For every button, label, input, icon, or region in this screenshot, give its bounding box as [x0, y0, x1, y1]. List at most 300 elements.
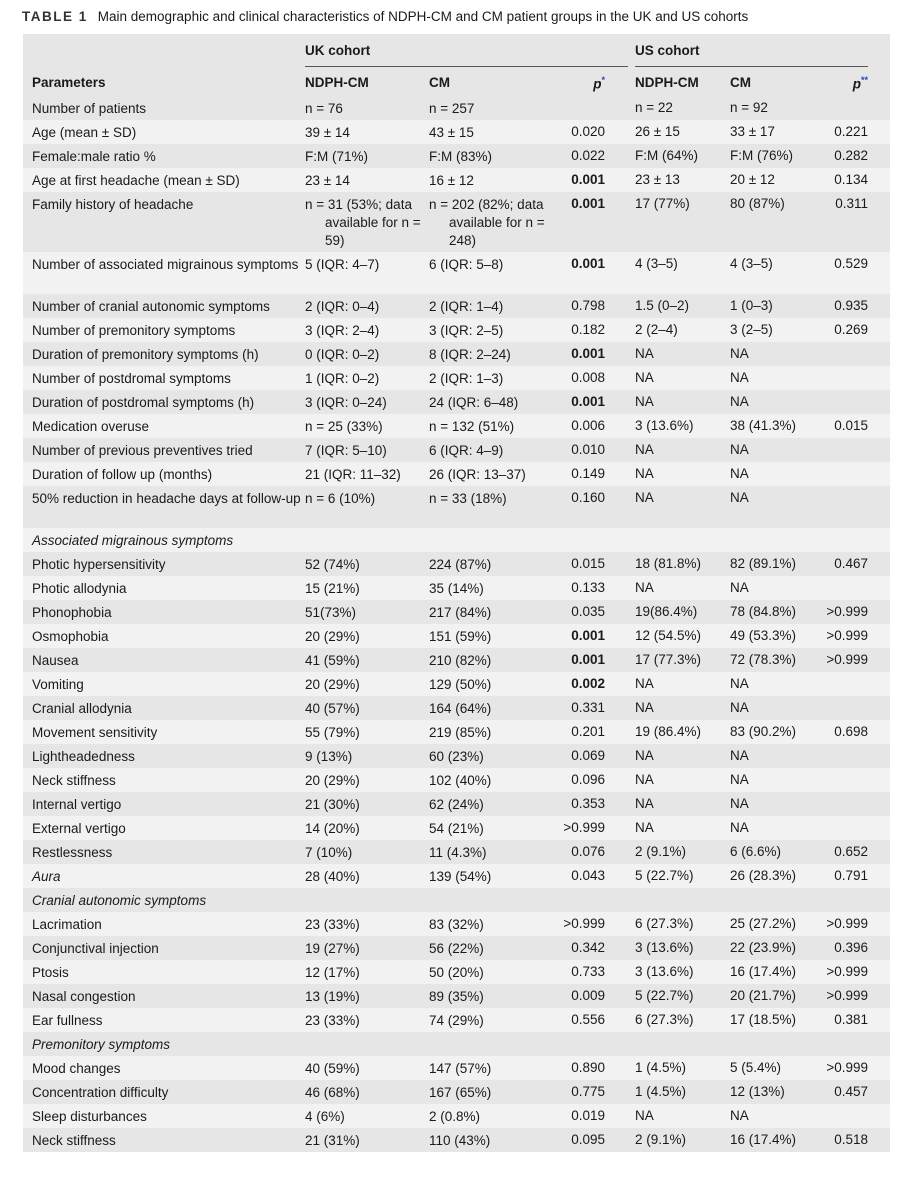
- uk-ndph-cell: 19 (27%): [305, 941, 360, 956]
- uk-p-value-cell: 0.001: [571, 172, 605, 187]
- uk-cm-cell: 217 (84%): [429, 605, 492, 620]
- us-p-value-cell: 0.467: [834, 556, 868, 571]
- us-ndph-cell: 19 (86.4%): [635, 724, 702, 739]
- uk-cm-header: CM: [429, 75, 450, 90]
- parameter-cell: Number of patients: [32, 101, 147, 116]
- uk-cm-cell: 89 (35%): [429, 989, 484, 1004]
- uk-cm-cell: n = 132 (51%): [429, 419, 515, 434]
- us-cm-cell: 1 (0–3): [730, 298, 773, 313]
- uk-p-value-cell: 0.008: [571, 370, 605, 385]
- parameter-cell: Age at first headache (mean ± SD): [32, 173, 240, 188]
- uk-p-value-cell: 0.201: [571, 724, 605, 739]
- us-cm-cell: 20 ± 12: [730, 172, 775, 187]
- uk-ndph-cell: 20 (29%): [305, 629, 360, 644]
- us-cm-header: CM: [730, 75, 751, 90]
- table-row: [23, 864, 890, 888]
- parameter-cell: Number of previous preventives tried: [32, 443, 253, 458]
- us-ndph-cell: NA: [635, 580, 654, 595]
- uk-ndph-cell: 28 (40%): [305, 869, 360, 884]
- uk-cm-cell: 35 (14%): [429, 581, 484, 596]
- us-cm-cell: NA: [730, 820, 749, 835]
- uk-p-mark: *: [601, 75, 605, 85]
- uk-cm-cell: 50 (20%): [429, 965, 484, 980]
- parameter-cell: Duration of follow up (months): [32, 467, 213, 482]
- section-label: Cranial autonomic symptoms: [32, 893, 207, 908]
- uk-cm-cell: 164 (64%): [429, 701, 492, 716]
- parameter-cell: 50% reduction in headache days at follow-up: [32, 491, 301, 506]
- uk-ndph-cell: 3 (IQR: 2–4): [305, 323, 380, 338]
- parameter-cell: Nasal congestion: [32, 989, 136, 1004]
- parameter-cell: Neck stiffness: [32, 1133, 116, 1148]
- us-ndph-cell: 3 (13.6%): [635, 940, 694, 955]
- table-row: [23, 462, 890, 486]
- us-ndph-cell: NA: [635, 346, 654, 361]
- us-p-value-cell: 0.134: [834, 172, 868, 187]
- table-caption: [22, 9, 748, 24]
- us-ndph-cell: 5 (22.7%): [635, 988, 694, 1003]
- parameter-cell: Mood changes: [32, 1061, 121, 1076]
- table-row: [23, 744, 890, 768]
- uk-p-value-cell: 0.133: [571, 580, 605, 595]
- uk-cm-cell: F:M (83%): [429, 149, 493, 164]
- uk-p-value-cell: 0.001: [571, 652, 605, 667]
- uk-p-symbol: p: [593, 76, 602, 92]
- uk-cm-cell: 24 (IQR: 6–48): [429, 395, 519, 410]
- uk-p-value-cell: 0.096: [571, 772, 605, 787]
- uk-p-value-cell: 0.342: [571, 940, 605, 955]
- table-row: [23, 120, 890, 144]
- table-body: [23, 96, 890, 1152]
- us-ndph-cell: 19(86.4%): [635, 604, 698, 619]
- uk-ndph-cell: 3 (IQR: 0–24): [305, 395, 387, 410]
- parameter-cell: Photic hypersensitivity: [32, 557, 166, 572]
- uk-p-value-cell: 0.149: [571, 466, 605, 481]
- us-p-value-cell: 0.015: [834, 418, 868, 433]
- parameter-cell: Nausea: [32, 653, 79, 668]
- parameter-cell: Number of postdromal symptoms: [32, 371, 231, 386]
- uk-ndph-cell: 1 (IQR: 0–2): [305, 371, 380, 386]
- table-row: [23, 144, 890, 168]
- us-cm-cell: 4 (3–5): [730, 256, 773, 271]
- us-p-value-cell: 0.221: [834, 124, 868, 139]
- table-row: [23, 600, 890, 624]
- uk-p-value-cell: 0.009: [571, 988, 605, 1003]
- us-cm-cell: NA: [730, 580, 749, 595]
- parameter-cell: Restlessness: [32, 845, 113, 860]
- parameter-cell: Photic allodynia: [32, 581, 127, 596]
- uk-cm-cell: 2 (IQR: 1–3): [429, 371, 504, 386]
- uk-p-value-cell: 0.001: [571, 628, 605, 643]
- parameter-cell: Cranial allodynia: [32, 701, 132, 716]
- uk-ndph-cell: 39 ± 14: [305, 125, 350, 140]
- parameter-cell: Family history of headache: [32, 197, 194, 212]
- us-ndph-cell: 1 (4.5%): [635, 1084, 687, 1099]
- us-cohort-rule: [635, 66, 868, 67]
- us-cm-cell: 72 (78.3%): [730, 652, 797, 667]
- parameter-cell: Osmophobia: [32, 629, 109, 644]
- table-row: [23, 720, 890, 744]
- uk-cohort-rule: [305, 66, 628, 67]
- us-p-value-cell: >0.999: [826, 604, 868, 619]
- uk-p-value-cell: 0.043: [571, 868, 605, 883]
- us-p-value-cell: 0.396: [834, 940, 868, 955]
- uk-ndph-cell: 23 (33%): [305, 1013, 360, 1028]
- parameter-cell: Phonophobia: [32, 605, 112, 620]
- table-row: [23, 438, 890, 462]
- table-row: [23, 792, 890, 816]
- us-cm-cell: NA: [730, 442, 749, 457]
- uk-p-value-cell: >0.999: [563, 916, 605, 931]
- table-row: [23, 1128, 890, 1152]
- uk-cm-cell: 167 (65%): [429, 1085, 492, 1100]
- us-cm-cell: F:M (76%): [730, 148, 794, 163]
- uk-cm-cell: 219 (85%): [429, 725, 492, 740]
- uk-p-value-cell: 0.733: [571, 964, 605, 979]
- us-p-mark: **: [860, 75, 868, 85]
- table-row: [23, 672, 890, 696]
- us-p-value-cell: 0.698: [834, 724, 868, 739]
- us-cm-cell: 26 (28.3%): [730, 868, 797, 883]
- uk-cm-cell: 11 (4.3%): [429, 845, 487, 860]
- uk-p-value-cell: 0.035: [571, 604, 605, 619]
- us-p-value-cell: 0.311: [835, 196, 868, 211]
- us-ndph-cell: NA: [635, 748, 654, 763]
- table-row: [23, 294, 890, 318]
- uk-cm-cell: 8 (IQR: 2–24): [429, 347, 511, 362]
- uk-cohort-header: UK cohort: [305, 43, 371, 58]
- table-row: [23, 1056, 890, 1080]
- us-cm-cell: 12 (13%): [730, 1084, 785, 1099]
- table-row: [23, 552, 890, 576]
- us-cm-cell: 16 (17.4%): [730, 1132, 797, 1147]
- uk-p-value-cell: 0.160: [571, 490, 605, 505]
- us-ndph-cell: 2 (9.1%): [635, 844, 687, 859]
- us-p-value-cell: 0.282: [834, 148, 868, 163]
- us-cm-cell: NA: [730, 676, 749, 691]
- table-label: TABLE 1: [22, 9, 88, 24]
- uk-cm-cell: 60 (23%): [429, 749, 484, 764]
- us-cm-cell: 3 (2–5): [730, 322, 773, 337]
- us-cm-cell: NA: [730, 394, 749, 409]
- uk-cm-cell: 43 ± 15: [429, 125, 474, 140]
- table-row: [23, 576, 890, 600]
- us-cm-cell: NA: [730, 346, 749, 361]
- us-p-value-cell: 0.381: [834, 1012, 868, 1027]
- uk-p-value-cell: 0.890: [571, 1060, 605, 1075]
- uk-p-value-cell: 0.076: [571, 844, 605, 859]
- uk-p-value-cell: 0.006: [571, 418, 605, 433]
- uk-ndph-cell: 55 (79%): [305, 725, 360, 740]
- uk-cm-cell: 74 (29%): [429, 1013, 484, 1028]
- uk-ndph-cell: 7 (10%): [305, 845, 353, 860]
- parameter-cell: External vertigo: [32, 821, 126, 836]
- us-p-value-cell: >0.999: [826, 988, 868, 1003]
- uk-p-value-cell: 0.010: [571, 442, 605, 457]
- parameter-cell: Ptosis: [32, 965, 69, 980]
- parameter-cell: Duration of postdromal symptoms (h): [32, 395, 255, 410]
- us-p-value-cell: >0.999: [826, 916, 868, 931]
- us-p-value-cell: 0.518: [834, 1132, 868, 1147]
- uk-ndph-cell: 4 (6%): [305, 1109, 345, 1124]
- uk-ndph-cell: 40 (57%): [305, 701, 360, 716]
- uk-p-value-cell: 0.331: [571, 700, 605, 715]
- table-row: [23, 768, 890, 792]
- us-cm-cell: 22 (23.9%): [730, 940, 797, 955]
- uk-cm-cell: 210 (82%): [429, 653, 492, 668]
- parameter-cell: Movement sensitivity: [32, 725, 158, 740]
- uk-ndph-cell: 23 (33%): [305, 917, 360, 932]
- uk-cm-cell: 3 (IQR: 2–5): [429, 323, 504, 338]
- uk-cm-cell: 129 (50%): [429, 677, 492, 692]
- table-row: [23, 1104, 890, 1128]
- table-row: [23, 318, 890, 342]
- parameter-cell: Medication overuse: [32, 419, 150, 434]
- us-cm-cell: NA: [730, 466, 749, 481]
- us-ndph-cell: 6 (27.3%): [635, 1012, 694, 1027]
- us-cm-cell: NA: [730, 772, 749, 787]
- us-p-value-cell: 0.791: [834, 868, 868, 883]
- uk-cm-cell: 6 (IQR: 5–8): [429, 257, 504, 272]
- us-ndph-cell: NA: [635, 466, 654, 481]
- uk-ndph-cell: 0 (IQR: 0–2): [305, 347, 380, 362]
- us-ndph-cell: 17 (77%): [635, 196, 690, 211]
- us-ndph-cell: NA: [635, 490, 654, 505]
- uk-ndph-cell: 13 (19%): [305, 989, 360, 1004]
- uk-p-value-cell: 0.001: [571, 196, 605, 211]
- parameter-cell: Lightheadedness: [32, 749, 135, 764]
- parameters-header: Parameters: [32, 75, 106, 90]
- uk-cm-cell: 224 (87%): [429, 557, 492, 572]
- uk-ndph-header: NDPH-CM: [305, 75, 369, 90]
- us-p-value-cell: >0.999: [826, 964, 868, 979]
- parameter-cell: Aura: [32, 869, 61, 884]
- us-ndph-cell: 6 (27.3%): [635, 916, 694, 931]
- table-row: [23, 912, 890, 936]
- uk-p-value-cell: 0.015: [571, 556, 605, 571]
- uk-ndph-cell: 46 (68%): [305, 1085, 360, 1100]
- table-row: [23, 648, 890, 672]
- us-ndph-cell: 26 ± 15: [635, 124, 680, 139]
- section-row: [23, 1032, 890, 1056]
- table-row: [23, 936, 890, 960]
- us-ndph-cell: NA: [635, 700, 654, 715]
- uk-ndph-cell: 21 (30%): [305, 797, 360, 812]
- uk-cm-cell: n = 33 (18%): [429, 491, 507, 506]
- uk-ndph-cell: n = 25 (33%): [305, 419, 383, 434]
- parameter-cell: Vomiting: [32, 677, 84, 692]
- us-p-value-cell: >0.999: [826, 1060, 868, 1075]
- parameter-cell: Ear fullness: [32, 1013, 103, 1028]
- us-ndph-cell: 1 (4.5%): [635, 1060, 687, 1075]
- parameter-cell: Female:male ratio %: [32, 149, 156, 164]
- uk-p-value-cell: 0.069: [571, 748, 605, 763]
- us-cm-cell: NA: [730, 370, 749, 385]
- uk-cm-cell: n = 202 (82%; data available for n = 248): [429, 197, 545, 248]
- uk-p-value-cell: 0.798: [571, 298, 605, 313]
- uk-cm-cell: 26 (IQR: 13–37): [429, 467, 526, 482]
- uk-cm-cell: 62 (24%): [429, 797, 484, 812]
- uk-ndph-cell: 40 (59%): [305, 1061, 360, 1076]
- us-cm-cell: 17 (18.5%): [730, 1012, 797, 1027]
- uk-ndph-cell: 15 (21%): [305, 581, 360, 596]
- uk-ndph-cell: n = 6 (10%): [305, 491, 376, 506]
- us-ndph-header: NDPH-CM: [635, 75, 699, 90]
- uk-ndph-cell: n = 31 (53%; data available for n = 59): [305, 197, 421, 248]
- uk-ndph-cell: 7 (IQR: 5–10): [305, 443, 387, 458]
- uk-p-value-cell: 0.022: [571, 148, 605, 163]
- parameter-cell: Age (mean ± SD): [32, 125, 137, 140]
- table-row: [23, 192, 890, 252]
- uk-ndph-cell: 20 (29%): [305, 677, 360, 692]
- table-row: [23, 696, 890, 720]
- section-row: [23, 528, 890, 552]
- uk-p-value-cell: 0.020: [571, 124, 605, 139]
- us-ndph-cell: 3 (13.6%): [635, 964, 694, 979]
- table-row: [23, 390, 890, 414]
- us-cm-cell: NA: [730, 748, 749, 763]
- us-ndph-cell: 2 (2–4): [635, 322, 678, 337]
- parameter-cell: Number of cranial autonomic symptoms: [32, 299, 270, 314]
- uk-cm-cell: 56 (22%): [429, 941, 484, 956]
- us-cm-cell: NA: [730, 700, 749, 715]
- table-header: [23, 34, 890, 96]
- parameter-cell: Sleep disturbances: [32, 1109, 147, 1124]
- table-row: [23, 486, 890, 528]
- us-ndph-cell: NA: [635, 676, 654, 691]
- us-ndph-cell: NA: [635, 394, 654, 409]
- us-p-value-cell: 0.652: [834, 844, 868, 859]
- uk-cm-cell: 2 (0.8%): [429, 1109, 481, 1124]
- table-row: [23, 816, 890, 840]
- us-cm-cell: 20 (21.7%): [730, 988, 797, 1003]
- us-ndph-cell: n = 22: [635, 100, 673, 115]
- uk-p-value-cell: 0.556: [571, 1012, 605, 1027]
- parameter-cell: Concentration difficulty: [32, 1085, 169, 1100]
- uk-ndph-cell: 23 ± 14: [305, 173, 350, 188]
- uk-ndph-cell: n = 76: [305, 101, 343, 116]
- us-cm-cell: NA: [730, 490, 749, 505]
- us-p-value-cell: 0.935: [834, 298, 868, 313]
- us-p-value-cell: 0.529: [834, 256, 868, 271]
- uk-cm-cell: 147 (57%): [429, 1061, 492, 1076]
- us-cm-cell: 49 (53.3%): [730, 628, 797, 643]
- us-cm-cell: 82 (89.1%): [730, 556, 797, 571]
- uk-p-value-cell: 0.001: [571, 394, 605, 409]
- table-row: [23, 366, 890, 390]
- us-cm-cell: 33 ± 17: [730, 124, 775, 139]
- us-ndph-cell: F:M (64%): [635, 148, 699, 163]
- us-cm-cell: 16 (17.4%): [730, 964, 797, 979]
- us-p-value-cell: >0.999: [826, 652, 868, 667]
- us-ndph-cell: NA: [635, 772, 654, 787]
- uk-ndph-cell: 20 (29%): [305, 773, 360, 788]
- uk-cm-cell: 2 (IQR: 1–4): [429, 299, 504, 314]
- section-label: Premonitory symptoms: [32, 1037, 171, 1052]
- uk-p-value-cell: 0.001: [571, 346, 605, 361]
- us-ndph-cell: NA: [635, 820, 654, 835]
- table-row: [23, 252, 890, 294]
- us-ndph-cell: 18 (81.8%): [635, 556, 702, 571]
- us-ndph-cell: NA: [635, 796, 654, 811]
- uk-p-value-cell: 0.182: [571, 322, 605, 337]
- section-row: [23, 888, 890, 912]
- us-ndph-cell: 12 (54.5%): [635, 628, 702, 643]
- us-ndph-cell: 3 (13.6%): [635, 418, 694, 433]
- uk-ndph-cell: 41 (59%): [305, 653, 360, 668]
- parameter-cell: Neck stiffness: [32, 773, 116, 788]
- uk-ndph-cell: 52 (74%): [305, 557, 360, 572]
- parameter-cell: Duration of premonitory symptoms (h): [32, 347, 259, 362]
- us-ndph-cell: 5 (22.7%): [635, 868, 694, 883]
- table-row: [23, 342, 890, 366]
- us-ndph-cell: NA: [635, 1108, 654, 1123]
- uk-ndph-cell: 2 (IQR: 0–4): [305, 299, 380, 314]
- table-row: [23, 1080, 890, 1104]
- uk-p-value-cell: 0.002: [571, 676, 605, 691]
- parameter-cell: Conjunctival injection: [32, 941, 159, 956]
- us-cm-cell: 38 (41.3%): [730, 418, 797, 433]
- uk-p-value-cell: 0.353: [571, 796, 605, 811]
- uk-p-value-cell: 0.019: [571, 1108, 605, 1123]
- table-row: [23, 960, 890, 984]
- uk-cm-cell: n = 257: [429, 101, 475, 116]
- uk-ndph-cell: 14 (20%): [305, 821, 360, 836]
- uk-ndph-cell: 12 (17%): [305, 965, 360, 980]
- data-table: [23, 34, 890, 1152]
- us-cm-cell: NA: [730, 1108, 749, 1123]
- uk-cm-cell: 16 ± 12: [429, 173, 474, 188]
- us-p-value-cell: 0.269: [834, 322, 868, 337]
- table-row: [23, 984, 890, 1008]
- us-ndph-cell: 1.5 (0–2): [635, 298, 690, 313]
- us-ndph-cell: 2 (9.1%): [635, 1132, 687, 1147]
- uk-p-value-cell: 0.095: [571, 1132, 605, 1147]
- table-row: [23, 96, 890, 120]
- table-row: [23, 168, 890, 192]
- table-row: [23, 1008, 890, 1032]
- us-ndph-cell: 4 (3–5): [635, 256, 678, 271]
- uk-cm-cell: 110 (43%): [429, 1133, 491, 1148]
- parameter-cell: Internal vertigo: [32, 797, 122, 812]
- uk-cm-cell: 83 (32%): [429, 917, 484, 932]
- us-cohort-header: US cohort: [635, 43, 700, 58]
- uk-p-value-cell: >0.999: [563, 820, 605, 835]
- parameter-cell: Number of associated migrainous symptoms: [32, 257, 299, 272]
- uk-p-value-cell: 0.775: [571, 1084, 605, 1099]
- uk-p-header: [593, 75, 605, 92]
- table-row: [23, 624, 890, 648]
- uk-p-value-cell: 0.001: [571, 256, 605, 271]
- us-cm-cell: 25 (27.2%): [730, 916, 797, 931]
- table-row: [23, 840, 890, 864]
- uk-cm-cell: 54 (21%): [429, 821, 484, 836]
- us-ndph-cell: 17 (77.3%): [635, 652, 702, 667]
- us-p-header: [853, 75, 868, 92]
- table-title: Main demographic and clinical characteristics of NDPH-CM and CM patient groups in the UK and US cohorts: [97, 9, 749, 24]
- us-p-value-cell: >0.999: [826, 628, 868, 643]
- us-cm-cell: 6 (6.6%): [730, 844, 782, 859]
- us-cm-cell: n = 92: [730, 100, 768, 115]
- us-cm-cell: NA: [730, 796, 749, 811]
- us-p-symbol: p: [852, 76, 861, 92]
- uk-ndph-cell: 5 (IQR: 4–7): [305, 257, 380, 272]
- us-cm-cell: 78 (84.8%): [730, 604, 797, 619]
- uk-cm-cell: 151 (59%): [429, 629, 492, 644]
- us-ndph-cell: 23 ± 13: [635, 172, 680, 187]
- us-cm-cell: 83 (90.2%): [730, 724, 797, 739]
- section-label: Associated migrainous symptoms: [32, 533, 234, 548]
- us-cm-cell: 80 (87%): [730, 196, 785, 211]
